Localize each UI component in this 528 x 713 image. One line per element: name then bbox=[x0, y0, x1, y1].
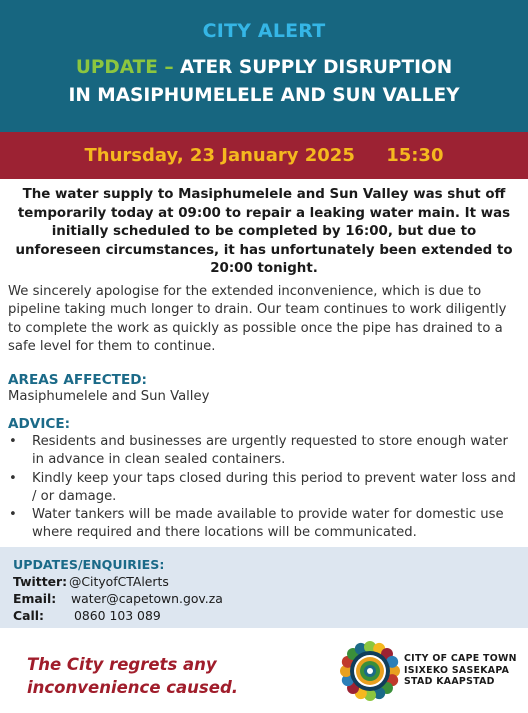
bullet: • bbox=[9, 507, 17, 523]
contact-heading: UPDATES/ENQUIRIES: bbox=[13, 557, 165, 572]
twitter-handle[interactable]: @CityofCTAlerts bbox=[69, 574, 169, 589]
city-name-block bbox=[404, 653, 517, 688]
advice-item-text: Residents and businesses are urgently requested to store enough water in advance in clean sealed containers. bbox=[32, 434, 508, 468]
headline-rest: ATER SUPPLY DISRUPTION bbox=[180, 57, 453, 78]
update-word: UPDATE – bbox=[75, 57, 174, 78]
email-link[interactable]: water@capetown.gov.za bbox=[71, 591, 223, 606]
email-label: Email: bbox=[13, 591, 57, 606]
phone-number[interactable]: 0860 103 089 bbox=[74, 608, 161, 623]
headline-line-1 bbox=[0, 57, 528, 78]
date-text: Thursday, 23 January 2025 bbox=[84, 145, 355, 166]
areas-text: Masiphumelele and Sun Valley bbox=[8, 389, 210, 404]
email-row bbox=[13, 591, 223, 606]
advice-item bbox=[8, 470, 520, 507]
city-name-xhosa: ISIXEKO SASEKAPA bbox=[404, 664, 510, 676]
areas-heading: AREAS AFFECTED: bbox=[8, 372, 147, 388]
body-paragraph: We sincerely apologise for the extended inconvenience, which is due to pipeline taking much longer to drain. Our team continues to work diligently to complete the work as quickly as possible once the pipe has drained to a safe level for them to continue. bbox=[8, 284, 507, 354]
advice-item-text: Kindly keep your taps closed during this period to prevent water loss and / or damage. bbox=[32, 470, 516, 504]
advice-heading: ADVICE: bbox=[8, 416, 71, 432]
city-name-afrikaans: STAD KAAPSTAD bbox=[404, 676, 495, 687]
lead-paragraph: The water supply to Masiphumelele and Sun Valley was shut off temporarily today at 09:00 to repair a leaking water main. It was initially scheduled to be completed by 16:00, but due to unforeseen circumstances, it has unfortunately been extended to 20:00 tonight. bbox=[15, 187, 513, 276]
advice-item-text: Water tankers will be made available to provide water for domestic use where required and there locations will be communicated. bbox=[32, 507, 504, 541]
twitter-row bbox=[13, 574, 169, 589]
contact-box bbox=[0, 547, 528, 628]
advice-item bbox=[8, 433, 520, 470]
city-logo-icon bbox=[339, 640, 401, 702]
call-label: Call: bbox=[13, 608, 44, 623]
regret-message bbox=[27, 653, 238, 699]
bullet: • bbox=[9, 470, 17, 486]
time-text: 15:30 bbox=[386, 145, 444, 166]
call-row bbox=[13, 608, 161, 623]
regret-line-2: inconvenience caused. bbox=[27, 678, 239, 697]
advice-item bbox=[8, 506, 520, 543]
date-time bbox=[0, 145, 528, 166]
city-name-english: CITY OF CAPE TOWN bbox=[404, 653, 517, 664]
date-band bbox=[0, 132, 528, 179]
regret-line-1: The City regrets any bbox=[27, 655, 217, 674]
alert-title: CITY ALERT bbox=[202, 20, 326, 42]
bullet: • bbox=[9, 434, 17, 449]
alert-header bbox=[0, 0, 528, 132]
headline-line-2: IN MASIPHUMELELE AND SUN VALLEY bbox=[68, 85, 460, 106]
advice-list bbox=[8, 433, 520, 543]
twitter-label: Twitter: bbox=[13, 574, 68, 589]
